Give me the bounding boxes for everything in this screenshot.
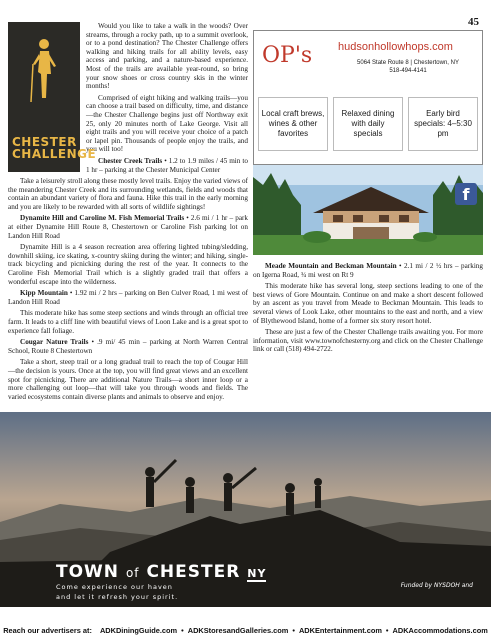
trail-heading: Cougar Nature Trails: [20, 338, 89, 347]
banner-town: TOWN: [56, 562, 120, 582]
banner-text-block: [56, 562, 266, 602]
ad-website-link[interactable]: hudsonhollowhops.com: [338, 41, 453, 53]
banner-of: of: [125, 566, 140, 580]
trail-description: This moderate hike has several long, steep sections leading to one of the best views of Gore Mountain. Continue on and make a short descent followed by an ascent as you travel from Meade to Beckman Mountain. This leads to several views of Look Lake, other mountains to the east and north, and a view of Blythewood Island, home of a former six story resort hotel.: [253, 282, 483, 325]
intro-paragraph-1: Would you like to take a walk in the woods? Over streams, through a rocky path, up to a summit overlook, or to a pond destination? The Chester Challenge offers walking and hiking trails for all ability levels, easy access and parking, and a nature-based experience. Most of the trails are available year-round, so bring your snow shoes or cross country skis in the winter months!: [86, 22, 248, 91]
logo-line2: CHALLENGE: [12, 147, 97, 161]
trail-description: Take a short, steep trail or a long gradual trail to reach the top of Cougar Hill—the decision is yours. Once at the top, you will find great views and an excellent spot for picnicking. There are additional Nature Trails—a short inner loop or a more challenging out loop—that will take you through woods and fields. The varied ecosystems contain diverse plants and animals to observe and enjoy.: [8, 358, 248, 401]
trail-description: Take a leisurely stroll along these mostly level trails. Enjoy the varied views of the meandering Chester Creek and its surrounding wetlands, fields and woods that contain an abundant variety of flora and fauna. Hike this trail in the early morning and you are likely to be rewarded with all sorts of wildlife sightings!: [8, 177, 248, 211]
footer: [0, 620, 491, 640]
footer-link-dining[interactable]: ADKDiningGuide.com: [99, 625, 178, 635]
trail-info: • 2.6 mi / 1 hr – park at either Dynamite Hill Route 8, Chestertown or Caroline Fish parking lot on Landon Hill Road: [8, 214, 248, 240]
trail-meade-beckman: [253, 262, 483, 279]
footer-link-entertainment[interactable]: ADKEntertainment.com: [298, 625, 382, 635]
trail-info: • 1.92 mi / 2 hrs – parking on Ben Culver Road, 1 mi west of Landon Hill Road: [8, 289, 249, 306]
ad-phone: 518-494-4141: [389, 68, 427, 74]
left-column: [8, 22, 248, 404]
trail-description: Dynamite Hill is a 4 season recreation area offering lighted tubing/sledding, downhill skiing, ice skating, x-country skiing during the winter; and hiking, single-track bicycling and picnicking during the rest of the year. It connects to the Caroline Fish Memorial Trail which is a slightly graded trail that offers a wonderful escape into the wilderness.: [8, 243, 248, 286]
trail-heading: Kipp Mountain: [20, 289, 68, 298]
ad-feature-box: Early bird specials: 4–5:30 pm: [408, 97, 478, 151]
ops-advertisement[interactable]: [253, 30, 483, 165]
trail-info: • .9 mi/ 45 min – parking at North Warren Central School, Route 8 Chestertown: [8, 338, 248, 355]
ad-feature-box: Local craft brews, wines & other favorites: [258, 97, 328, 151]
footer-separator: •: [181, 625, 184, 635]
trail-heading: Meade Mountain and Beckman Mountain: [265, 262, 397, 270]
banner-title: [56, 562, 266, 582]
trail-dynamite-hill: [8, 214, 248, 240]
trail-info: • 1.2 to 1.9 miles / 45 min to 1 hr – parking at the Chester Municipal Center: [86, 156, 248, 174]
ops-logo: OP's: [262, 43, 313, 68]
ad-feature-box: Relaxed dining with daily specials: [333, 97, 403, 151]
banner-tagline-1: Come experience our haven: [56, 583, 173, 591]
trail-cougar-nature: [8, 338, 248, 355]
trail-heading: Dynamite Hill and Caroline M. Fish Memorial Trails: [20, 214, 185, 223]
trail-kipp-mountain: [8, 289, 248, 306]
funded-by-note: Funded by NYSDOH and: [400, 582, 473, 589]
banner-chester: CHESTER: [146, 562, 241, 582]
footer-label: Reach our advertisers at:: [3, 625, 92, 635]
closing-paragraph: These are just a few of the Chester Challenge trails awaiting you. For more information, visit www.townofchesterny.org and click on the Chester Challenge link or call (518) 494-2722.: [253, 328, 483, 354]
right-column: [253, 262, 483, 357]
footer-separator: •: [292, 625, 295, 635]
trail-description: This moderate hike has some steep sections and winds through an official tree farm. It leads to a cliff line with beautiful views of Loon Lake and is a great spot to experience fall foliage.: [8, 309, 248, 335]
chalet-illustration: [253, 165, 483, 255]
footer-link-accommodations[interactable]: ADKAccommodations.com: [392, 625, 488, 635]
town-of-chester-banner: [0, 412, 491, 607]
trail-info: • 2.1 mi / 2 ½ hrs – parking on Igerna Road, ¾ mi west on Rt 9: [253, 262, 483, 279]
footer-separator: •: [385, 625, 389, 635]
ad-address-block: [338, 59, 478, 75]
ad-address: 5064 State Route 8 | Chestertown, NY: [357, 60, 459, 66]
banner-tagline-2: and let it refresh your spirit.: [56, 593, 179, 601]
chalet-photo: [253, 165, 483, 255]
intro-paragraph-2: Comprised of eight hiking and walking trails—you can choose a trail based on difficulty, time, and distance—the Chester Challenge begins just off Northway exit 25, only 20 minutes north of Lake George. Visit all eight trails and you will receive your choice of a patch or lapel pin. Thousands of people enjoy the trails, and you will too!: [86, 93, 248, 154]
footer-link-stores[interactable]: ADKStoresandGalleries.com: [187, 625, 289, 635]
page-number: 45: [468, 16, 479, 28]
banner-ny: NY: [247, 567, 267, 580]
trail-heading: Chester Creek Trails: [98, 156, 163, 165]
hiker-icon: [30, 36, 58, 106]
facebook-icon[interactable]: f: [455, 183, 477, 205]
chester-challenge-logo: [8, 22, 97, 172]
logo-line1: CHESTER: [12, 135, 77, 149]
